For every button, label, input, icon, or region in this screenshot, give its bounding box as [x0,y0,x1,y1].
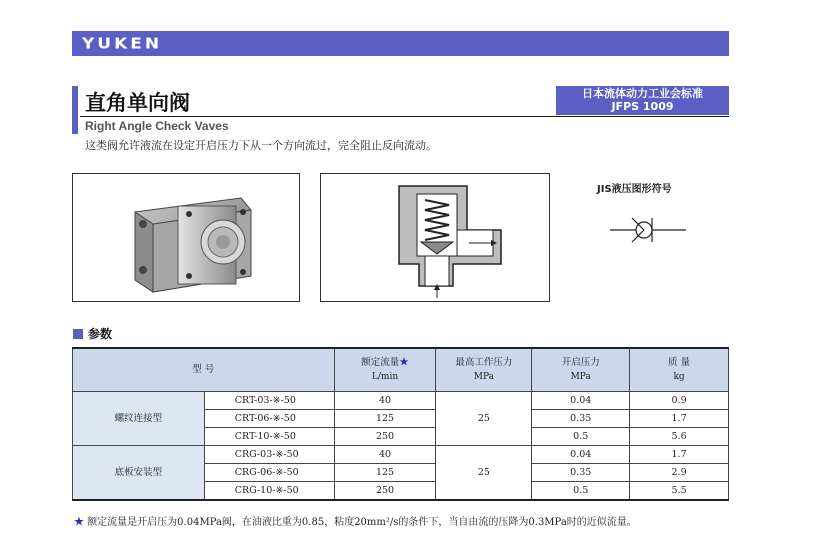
crack-cell: 0.5 [532,482,630,501]
flow-cell: 40 [334,392,436,410]
flow-cell: 125 [334,410,436,428]
jis-symbol-label: JIS液压图形符号 [597,184,672,195]
crack-cell: 0.35 [532,464,630,482]
model-cell: CRG-10-※-50 [204,482,334,501]
flow-cell: 125 [334,464,436,482]
standard-code: JFPS 1009 [611,100,674,113]
mass-cell: 1.7 [630,446,729,464]
flow-cell: 250 [334,428,436,446]
table-row [73,446,729,464]
footnote-text: 额定流量是开启压为0.04MPa阀，在油液比重为0.85，粘度20mm²/s的条件下，当自由流的压降为0.3MPa时的近似流量。 [87,517,637,528]
section-bullet [73,329,83,339]
model-cell: CRG-03-※-50 [204,446,334,464]
mass-cell: 2.9 [630,464,729,482]
flow-cell: 40 [334,446,436,464]
table-header-row [73,348,729,392]
model-cell: CRT-10-※-50 [204,428,334,446]
footnote [74,513,637,528]
mass-cell: 1.7 [630,410,729,428]
model-cell: CRT-03-※-50 [204,392,334,410]
crack-cell: 0.5 [532,428,630,446]
spec-table [72,347,729,501]
valve-section-drawing [321,174,549,301]
section-title: 参数 [88,327,113,341]
check-valve-symbol [610,210,690,254]
standard-name: 日本流体动力工业会标准 [582,87,703,100]
crack-cell: 0.04 [532,446,630,464]
title-divider [80,116,729,117]
mass-cell: 5.5 [630,482,729,501]
crack-cell: 0.35 [532,410,630,428]
header-model: 型 号 [73,348,335,392]
product-photo-panel [72,173,300,302]
table-row [73,392,729,410]
mass-cell: 5.6 [630,428,729,446]
header-flow: 额定流量★ L/min [334,348,436,392]
title-accent-mark [72,86,78,134]
flow-star-mark: ★ [399,357,409,368]
standard-badge [556,86,729,115]
model-cell: CRT-06-※-50 [204,410,334,428]
max-pressure-cell: 25 [436,392,532,446]
group-type-cell: 螺纹连接型 [73,392,205,446]
page-title: 直角单向阀 [85,91,190,115]
flow-cell: 250 [334,482,436,501]
product-description: 这类阀允许液流在设定开启压力下从一个方向流过，完全阻止反向流动。 [85,139,437,152]
cross-section-panel [320,173,550,302]
header-cracking-pressure: 开启压力 MPa [532,348,630,392]
crack-cell: 0.04 [532,392,630,410]
mass-cell: 0.9 [630,392,729,410]
header-max-pressure: 最高工作压力 MPa [436,348,532,392]
header-mass: 质 量 kg [630,348,729,392]
yuken-logo: YUKEN [82,35,163,53]
group-type-cell: 底板安装型 [73,446,205,501]
max-pressure-cell: 25 [436,446,532,501]
brand-header-bar [72,31,729,56]
footnote-star: ★ [74,517,84,528]
page-subtitle: Right Angle Check Vaves [85,119,229,133]
valve-photo-illustration [73,174,299,301]
model-cell: CRG-06-※-50 [204,464,334,482]
